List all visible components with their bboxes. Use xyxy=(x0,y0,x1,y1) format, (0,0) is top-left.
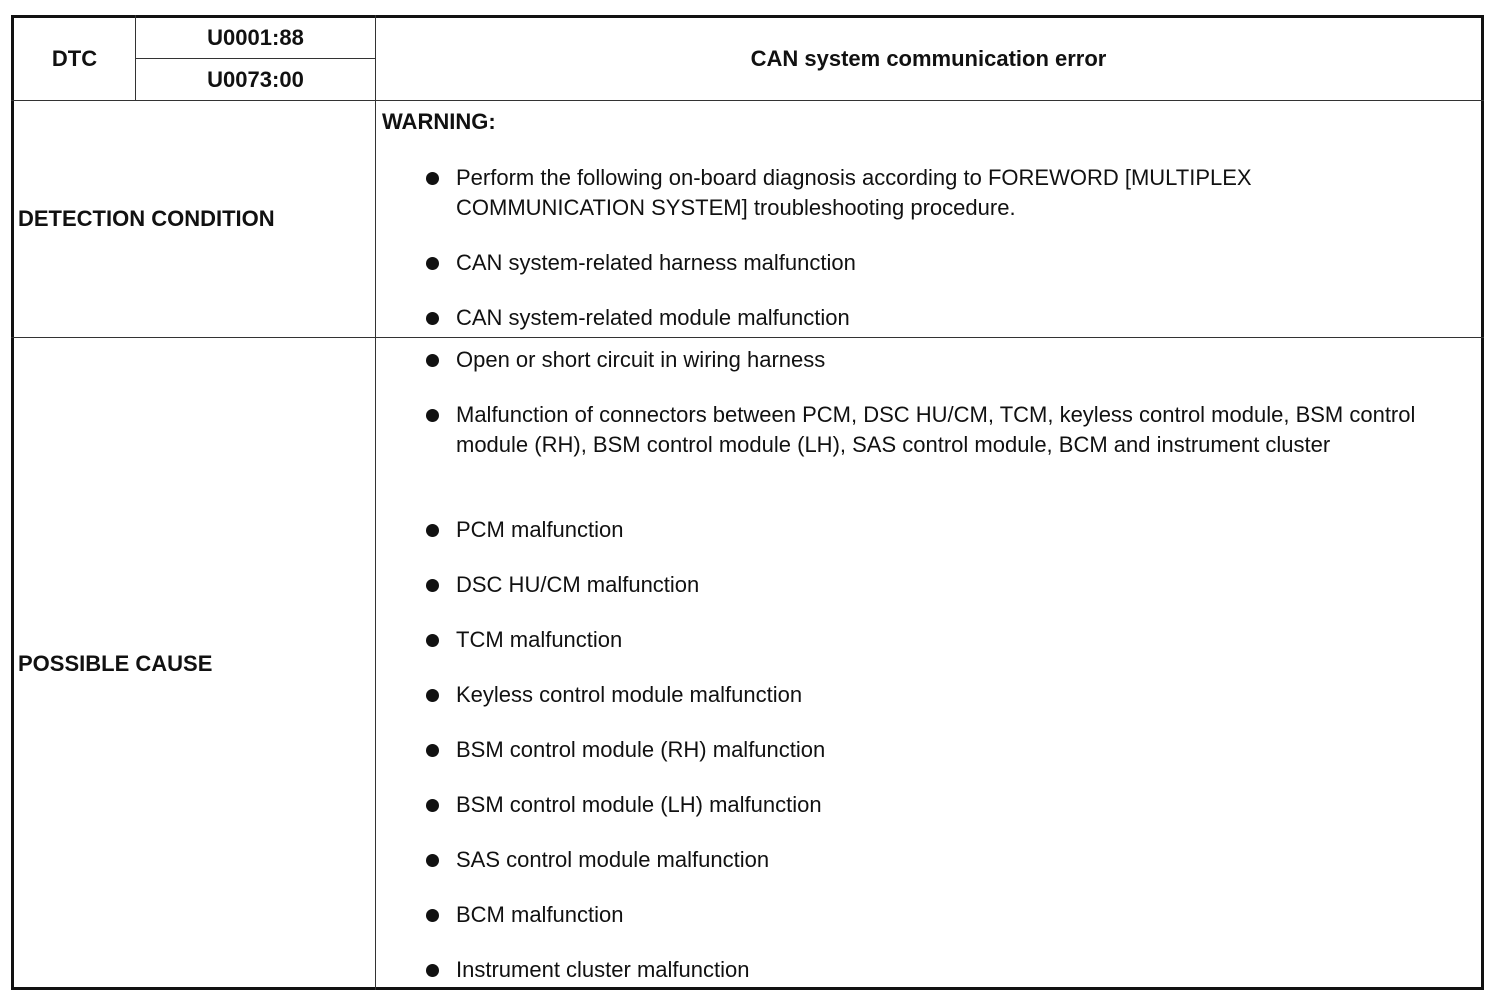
list-item xyxy=(424,248,1424,278)
list-item xyxy=(424,303,1424,333)
list-item xyxy=(424,845,1424,875)
warning-label: WARNING: xyxy=(382,109,496,134)
dtc-label: DTC xyxy=(51,46,98,71)
bullet-icon xyxy=(424,955,456,985)
list-item-text: PCM malfunction xyxy=(456,517,624,542)
bullet-icon xyxy=(424,625,456,655)
list-item-text: CAN system-related module malfunction xyxy=(456,305,850,330)
bullet-icon xyxy=(424,680,456,710)
possible-cause-label: POSSIBLE CAUSE xyxy=(18,651,213,676)
list-item-text: Malfunction of connectors between PCM, DSC HU/CM, TCM, keyless control module, BSM control module (RH), BSM control module (LH), SAS control module, BCM and instrument cluster xyxy=(456,402,1416,457)
list-item xyxy=(424,625,1424,655)
dtc-code-2: U0073:00 xyxy=(207,66,304,92)
list-item-text: DSC HU/CM malfunction xyxy=(456,572,700,597)
bullet-icon xyxy=(424,303,456,333)
list-item xyxy=(424,570,1424,600)
list-item-text: BSM control module (RH) malfunction xyxy=(456,737,826,762)
bullet-icon xyxy=(424,163,456,223)
list-item-text: CAN system-related harness malfunction xyxy=(456,250,856,275)
bullet-icon xyxy=(424,515,456,545)
bullet-icon xyxy=(424,735,456,765)
bullet-icon xyxy=(424,400,456,460)
list-item-text: BSM control module (LH) malfunction xyxy=(456,792,822,817)
list-item-text: BCM malfunction xyxy=(456,902,624,927)
list-item-text: TCM malfunction xyxy=(456,627,623,652)
list-item xyxy=(424,955,1424,985)
list-item xyxy=(424,680,1424,710)
detection-condition-label: DETECTION CONDITION xyxy=(18,206,275,231)
bullet-icon xyxy=(424,570,456,600)
list-item xyxy=(424,345,1424,375)
list-item xyxy=(424,790,1424,820)
list-item xyxy=(424,515,1424,545)
list-item xyxy=(424,735,1424,765)
bullet-icon xyxy=(424,790,456,820)
dtc-title: CAN system communication error xyxy=(750,46,1107,71)
list-item xyxy=(424,900,1424,930)
divider-label-content xyxy=(375,15,376,990)
list-item-text: Perform the following on-board diagnosis according to FOREWORD [MULTIPLEX COMMUNICATION SYSTEM] troubleshooting procedure. xyxy=(456,165,1252,220)
list-item-text: Instrument cluster malfunction xyxy=(456,957,750,982)
list-item xyxy=(424,163,1424,223)
dtc-code-1: U0001:88 xyxy=(207,25,304,50)
bullet-icon xyxy=(424,345,456,375)
bullet-icon xyxy=(424,248,456,278)
bullet-icon xyxy=(424,900,456,930)
list-item xyxy=(424,400,1424,460)
list-item-text: SAS control module malfunction xyxy=(456,847,770,872)
bullet-icon xyxy=(424,845,456,875)
list-item-text: Open or short circuit in wiring harness xyxy=(456,347,826,372)
list-item-text: Keyless control module malfunction xyxy=(456,682,803,707)
